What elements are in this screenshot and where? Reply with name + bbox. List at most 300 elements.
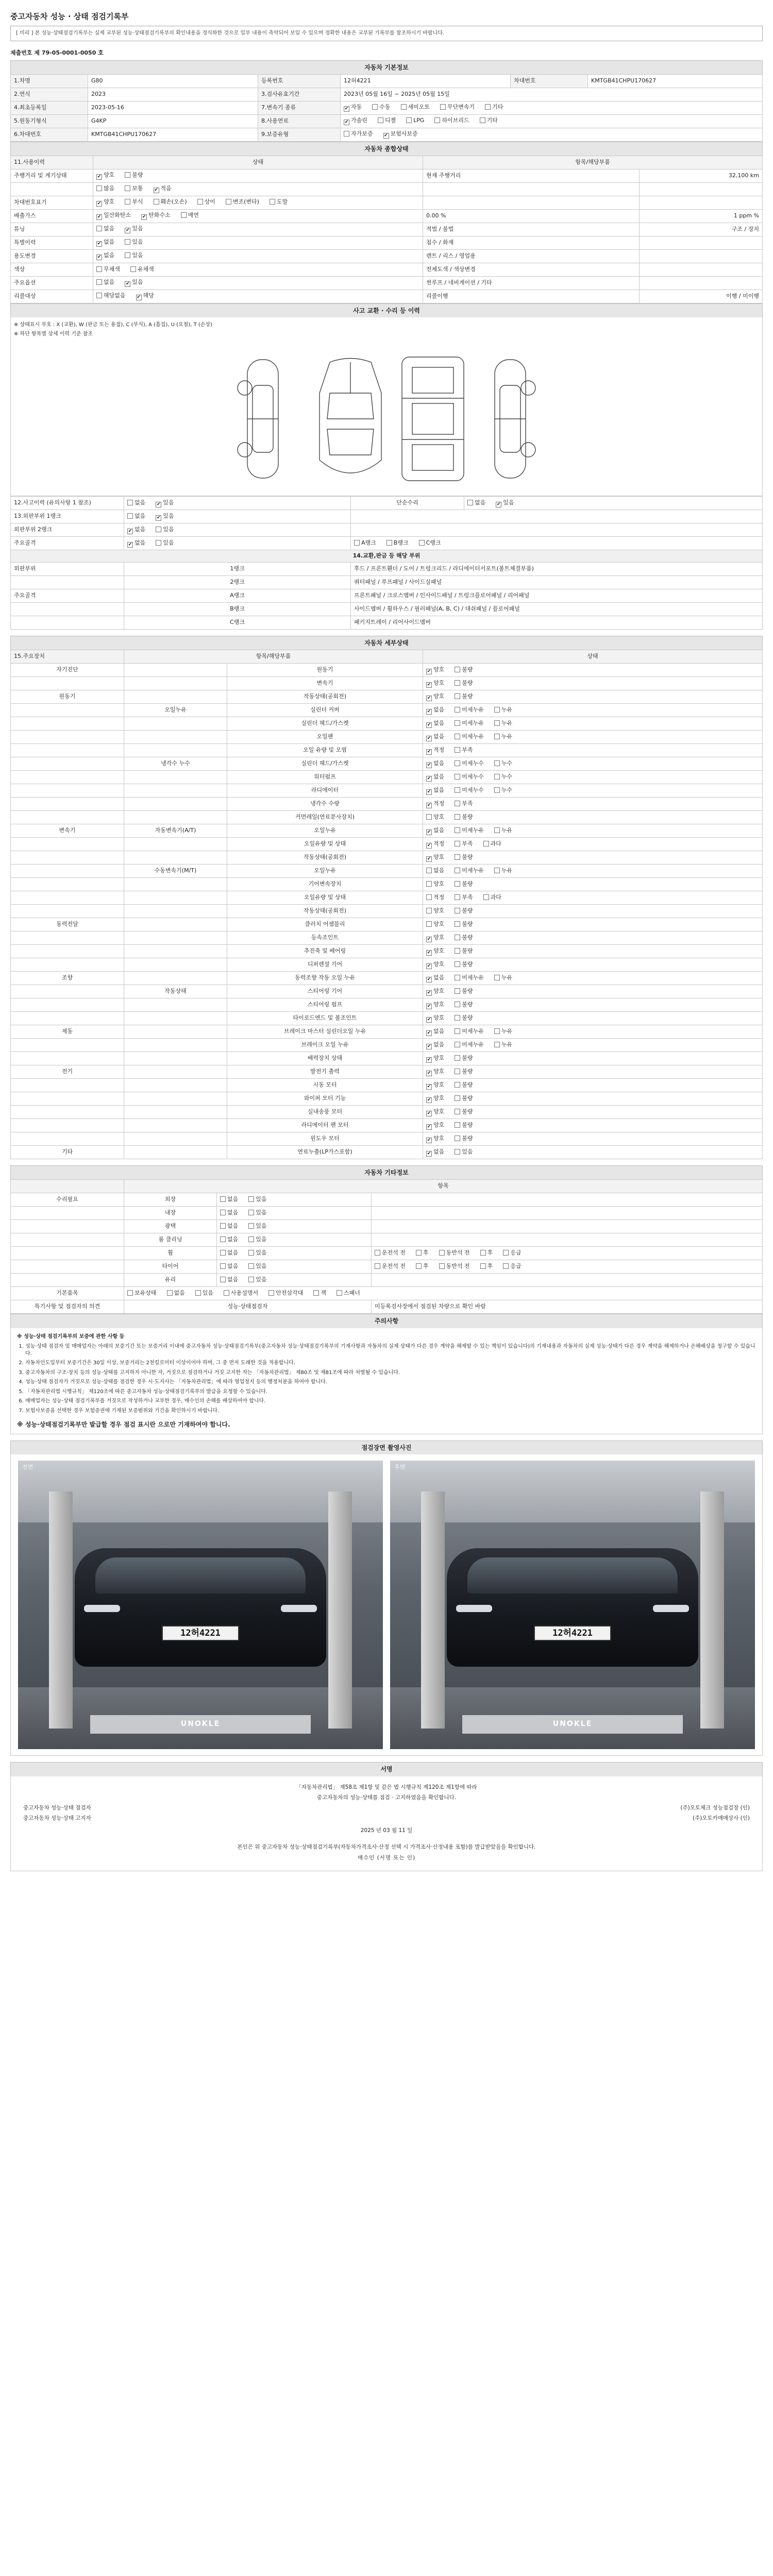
checkbox-option xyxy=(451,921,473,928)
detail-subgroup xyxy=(124,958,227,972)
checkbox-icon xyxy=(220,1250,226,1256)
detail-subgroup xyxy=(124,811,227,824)
detail-status xyxy=(423,891,763,905)
detail-subgroup: 작동상태 xyxy=(124,985,227,998)
checkbox-option xyxy=(451,720,484,727)
checkbox-icon xyxy=(494,774,500,779)
checkbox-label: 양호 xyxy=(433,1108,445,1115)
detail-group xyxy=(11,931,124,945)
other-group xyxy=(11,1207,124,1220)
checkbox-label: 상이 xyxy=(204,198,215,206)
warranty-options xyxy=(341,128,763,141)
checkbox-label: 양호 xyxy=(433,692,445,700)
checkbox-option xyxy=(96,252,114,260)
row-value xyxy=(640,263,763,276)
checkbox-icon xyxy=(130,266,136,272)
other-options xyxy=(217,1260,372,1274)
checkbox-option xyxy=(426,693,444,701)
checkbox-option xyxy=(150,198,187,206)
other-group xyxy=(11,1260,124,1274)
label: 등록번호 xyxy=(258,74,341,88)
checkbox-icon xyxy=(125,172,130,178)
detail-row xyxy=(11,798,763,811)
detail-item: 변속기 xyxy=(227,677,423,690)
checkbox-option xyxy=(451,947,473,955)
checkbox-option xyxy=(426,680,444,688)
checkbox-option xyxy=(426,814,444,821)
empty-cell xyxy=(351,523,763,537)
parts-items: 사이드멤버 / 휠하우스 / 필러패널(A, B, C) / 대쉬패널 / 플로어패널 xyxy=(351,603,763,616)
checkbox-icon xyxy=(125,199,130,205)
checkbox-option xyxy=(266,198,288,206)
checkbox-icon xyxy=(455,1136,460,1141)
detail-subgroup xyxy=(124,731,227,744)
checkbox-label: 있음 xyxy=(256,1236,267,1243)
detail-item: 실린더 헤드/가스켓 xyxy=(227,757,423,771)
caution-item: 4. 성능·상태 점검자가 거짓으로 성능·상태를 점검한 경우 시·도지사는 「자동차관리법」에 따라 영업정지 등의 행정처분을 하여야 합니다. xyxy=(25,1379,756,1386)
checkbox-option xyxy=(426,827,444,835)
parts-group: 주요골격 xyxy=(11,589,124,603)
checkbox-label: 양호 xyxy=(433,853,445,860)
checkbox-label: 없음 xyxy=(433,706,445,713)
checkbox-option xyxy=(150,185,172,193)
checkbox-icon xyxy=(248,1223,254,1229)
row-note: 전체도색 / 색상변경 xyxy=(423,263,640,276)
checkbox-option xyxy=(426,1014,444,1023)
detail-status xyxy=(423,757,763,771)
checkbox-label: 미세누유 xyxy=(462,719,484,726)
checkbox-label: 양호 xyxy=(433,1134,445,1142)
checkbox-label: 보유상태 xyxy=(135,1290,157,1297)
checkbox-option xyxy=(467,499,485,507)
checkbox-icon xyxy=(455,975,460,980)
detail-status xyxy=(423,690,763,704)
parts-items: 패키지트레이 / 리어사이드멤버 xyxy=(351,616,763,630)
caution-head: ※ 성능·상태 점검기록부의 보증에 관한 사항 등 xyxy=(17,1333,125,1340)
checkbox-icon xyxy=(455,787,460,793)
header-cell xyxy=(11,1180,124,1193)
checkbox-icon xyxy=(455,1082,460,1088)
checkbox-icon xyxy=(96,241,102,247)
checkbox-label: 불량 xyxy=(462,853,473,860)
checkbox-label: 불량 xyxy=(462,880,473,888)
checkbox-label: 무단변속기 xyxy=(447,104,475,111)
checkbox-label: 불량 xyxy=(462,1108,473,1115)
detail-status xyxy=(423,744,763,757)
row-note: 현재 주행거리 xyxy=(423,169,640,182)
detail-subgroup xyxy=(124,1012,227,1025)
checkbox-icon xyxy=(426,1071,432,1076)
value: 2023-05-16 xyxy=(88,101,258,114)
photo-caption: 후면 xyxy=(394,1464,406,1471)
detail-group xyxy=(11,958,124,972)
checkbox-label: 누유 xyxy=(501,867,513,874)
checkbox-option xyxy=(344,104,362,112)
checkbox-icon xyxy=(125,239,130,245)
checkbox-label: 변조(변타) xyxy=(232,198,259,206)
overall-row xyxy=(11,263,763,276)
checkbox-option xyxy=(265,1290,303,1297)
row-value: 1 ppm % xyxy=(640,209,763,223)
other-group: 수리필요 xyxy=(11,1193,124,1207)
detail-subgroup xyxy=(124,972,227,985)
caution-item: 3. 중고자동차의 구조·장치 등의 성능·상태를 고지하지 아니한 자, 거짓으로 점검하거나 거짓 고지한 자는 「자동차관리법」 제80조 및 제81조에 따라 처벌될 수 있습니다. xyxy=(25,1369,756,1377)
photo-caption: 전면 xyxy=(22,1464,33,1471)
detail-subgroup xyxy=(124,717,227,731)
checkbox-icon xyxy=(426,1084,432,1090)
section-caution-title: 주의사항 xyxy=(10,1314,763,1328)
value: 2023년 05월 16일 ~ 2025년 05월 15일 xyxy=(341,88,763,101)
checkbox-label: 불량 xyxy=(462,960,473,968)
row-options xyxy=(124,497,351,510)
checkbox-icon xyxy=(220,1210,226,1215)
checkbox-label: 누유 xyxy=(501,1041,513,1048)
checkbox-option xyxy=(491,733,512,741)
checkbox-icon xyxy=(494,787,500,793)
section-accident-title: 사고 교환 · 수리 등 이력 xyxy=(10,303,763,317)
detail-status xyxy=(423,704,763,717)
checkbox-label: 가솔린 xyxy=(351,117,367,124)
parts-title: 14.교환,판금 등 해당 부위 xyxy=(10,550,763,562)
other-row xyxy=(11,1233,763,1247)
checkbox-icon xyxy=(96,279,102,285)
checkbox-label: A랭크 xyxy=(361,539,376,547)
checkbox-option xyxy=(426,1148,444,1157)
checkbox-label: 후 xyxy=(487,1263,493,1270)
checkbox-option xyxy=(122,239,143,246)
detail-item: 윈도우 모터 xyxy=(227,1132,423,1146)
checkbox-label: 훼손(오손) xyxy=(160,198,187,206)
checkbox-label: 없음 xyxy=(135,499,146,506)
detail-subgroup xyxy=(124,784,227,798)
checkbox-label: 양호 xyxy=(433,1094,445,1101)
checkbox-option xyxy=(344,130,373,138)
detail-row xyxy=(11,958,763,972)
detail-group xyxy=(11,1092,124,1106)
checkbox-option xyxy=(451,1108,473,1116)
checkbox-option xyxy=(451,1001,473,1009)
parts-rank: C랭크 xyxy=(124,616,351,630)
fuel-options xyxy=(341,114,763,128)
checkbox-option xyxy=(451,961,473,969)
checkbox-label: 없음 xyxy=(433,733,445,740)
checkbox-icon xyxy=(270,199,275,205)
checkbox-option xyxy=(426,1108,444,1116)
checkbox-icon xyxy=(96,214,102,220)
detail-subgroup xyxy=(124,1025,227,1039)
checkbox-option xyxy=(451,840,473,848)
detail-group xyxy=(11,851,124,865)
checkbox-label: 미세누유 xyxy=(462,1041,484,1048)
checkbox-option xyxy=(413,1249,429,1257)
checkbox-option xyxy=(436,1263,470,1270)
other-options xyxy=(217,1207,372,1220)
checkbox-label: 불량 xyxy=(462,907,473,914)
checkbox-label: 적음 xyxy=(160,185,172,192)
detail-subgroup xyxy=(124,1065,227,1079)
checkbox-label: 누수 xyxy=(501,773,513,780)
checkbox-option xyxy=(480,894,501,902)
checkbox-option xyxy=(451,1041,484,1049)
row-label: 주요옵션 xyxy=(11,276,93,290)
checkbox-label: 양호 xyxy=(433,1001,445,1008)
checkbox-option xyxy=(122,185,143,193)
detail-status xyxy=(423,851,763,865)
checkbox-label: C랭크 xyxy=(426,539,441,547)
section-other-title: 자동차 기타정보 xyxy=(10,1165,763,1179)
checkbox-label: 불량 xyxy=(462,1134,473,1142)
special-label: 특기사항 및 점검자의 의견 xyxy=(11,1300,124,1314)
row-label: 13.외판부위 1랭크 xyxy=(11,510,124,523)
parts-table xyxy=(10,562,763,630)
detail-item: 워터펌프 xyxy=(227,771,423,784)
other-item: 유리 xyxy=(124,1274,217,1287)
checkbox-label: 불량 xyxy=(462,1081,473,1088)
other-table xyxy=(10,1179,763,1314)
detail-item: 실내송풍 모터 xyxy=(227,1106,423,1119)
detail-subgroup: 수동변속기(M/T) xyxy=(124,865,227,878)
checkbox-option xyxy=(491,773,512,781)
other-ext xyxy=(372,1260,763,1274)
checkbox-label: 없음 xyxy=(433,1148,445,1155)
checkbox-label: 동반석 전 xyxy=(446,1263,470,1270)
checkbox-icon xyxy=(455,774,460,779)
checkbox-option xyxy=(127,539,145,548)
checkbox-option xyxy=(451,867,484,875)
detail-row xyxy=(11,811,763,824)
checkbox-option xyxy=(491,1028,512,1036)
checkbox-option xyxy=(310,1290,326,1297)
checkbox-icon xyxy=(455,841,460,846)
checkbox-label: 해당없음 xyxy=(104,292,126,299)
detail-item: 스티어링 기어 xyxy=(227,985,423,998)
row-options xyxy=(93,276,423,290)
detail-status xyxy=(423,824,763,838)
inspector-role: 중고자동차 성능·상태 점검자 xyxy=(23,1804,91,1811)
checkbox-icon xyxy=(426,1057,432,1063)
other-item: 타이어 xyxy=(124,1260,217,1274)
checkbox-label: 없음 xyxy=(227,1223,239,1230)
checkbox-icon xyxy=(439,1263,445,1269)
detail-subgroup xyxy=(124,1119,227,1132)
detail-item: 연료누출(LP가스포함) xyxy=(227,1146,423,1159)
checkbox-option xyxy=(344,117,367,125)
checkbox-icon xyxy=(125,228,130,233)
detail-row xyxy=(11,664,763,677)
checkbox-icon xyxy=(426,696,432,701)
parts-group xyxy=(11,576,124,589)
detail-status xyxy=(423,945,763,958)
detail-group xyxy=(11,945,124,958)
detail-item: 원동기 xyxy=(227,664,423,677)
detail-group xyxy=(11,677,124,690)
label: 8.사용연료 xyxy=(258,114,341,128)
checkbox-icon xyxy=(96,255,102,260)
checkbox-label: 탄화수소 xyxy=(148,212,171,219)
caution-box xyxy=(10,1328,763,1435)
checkbox-option xyxy=(451,988,473,995)
checkbox-option xyxy=(451,1122,473,1129)
checkbox-option xyxy=(491,760,512,768)
label: 차대번호 xyxy=(511,74,588,88)
checkbox-icon xyxy=(248,1277,254,1282)
detail-row xyxy=(11,905,763,918)
checkbox-icon xyxy=(426,894,432,900)
checkbox-label: 미세누수 xyxy=(462,759,484,767)
detail-item: 오일유량 및 상태 xyxy=(227,891,423,905)
accident-row xyxy=(11,497,763,510)
checkbox-label: 응급 xyxy=(510,1263,522,1270)
checkbox-label: 누유 xyxy=(501,1027,513,1035)
checkbox-icon xyxy=(455,707,460,713)
checkbox-label: 양호 xyxy=(433,921,445,928)
detail-subgroup xyxy=(124,998,227,1012)
diagram-legend-sub: ※ 하단 항목별 상세 이력 기준 참조 xyxy=(10,330,763,342)
checkbox-option xyxy=(426,1055,444,1063)
row-options xyxy=(93,263,423,276)
detail-item: 브레이크 마스터 실린더오일 누유 xyxy=(227,1025,423,1039)
checkbox-label: 없음 xyxy=(227,1249,239,1257)
checkbox-icon xyxy=(248,1236,254,1242)
value: 12허4221 xyxy=(341,74,511,88)
checkbox-icon xyxy=(224,1290,229,1296)
checkbox-icon xyxy=(494,707,500,713)
detail-item: 기어변속장치 xyxy=(227,878,423,891)
car-outline-diagram xyxy=(227,349,546,488)
checkbox-icon xyxy=(503,1263,509,1269)
checkbox-icon xyxy=(483,841,489,846)
checkbox-label: 많음 xyxy=(104,185,115,192)
label: 7.변속기 종류 xyxy=(258,101,341,114)
checkbox-option xyxy=(426,706,444,715)
parts-group xyxy=(11,603,124,616)
checkbox-icon xyxy=(480,1250,486,1256)
checkbox-option xyxy=(96,239,114,247)
checkbox-icon xyxy=(494,868,500,873)
detail-row xyxy=(11,918,763,931)
checkbox-option xyxy=(122,172,143,179)
detail-group xyxy=(11,1132,124,1146)
other-row xyxy=(11,1274,763,1287)
checkbox-option xyxy=(122,225,143,233)
detail-row xyxy=(11,945,763,958)
checkbox-icon xyxy=(154,188,159,193)
checkbox-label: 있음 xyxy=(163,512,174,519)
detail-group xyxy=(11,1119,124,1132)
checkbox-label: 누유 xyxy=(501,706,513,713)
checkbox-label: 양호 xyxy=(104,172,115,179)
detail-row xyxy=(11,1132,763,1146)
checkbox-icon xyxy=(426,990,432,996)
checkbox-label: 무채색 xyxy=(104,266,120,273)
detail-item: 커먼레일(연료분사장치) xyxy=(227,811,423,824)
doc-no-label: 제출번호 제 xyxy=(10,49,40,56)
checkbox-label: 양호 xyxy=(433,814,445,821)
other-item: 내장 xyxy=(124,1207,217,1220)
checkbox-option xyxy=(451,1095,473,1103)
checkbox-icon xyxy=(426,709,432,715)
checkbox-option xyxy=(96,292,126,300)
checkbox-option xyxy=(220,1223,238,1230)
detail-group xyxy=(11,865,124,878)
checkbox-label: 양호 xyxy=(433,947,445,954)
checkbox-option xyxy=(491,1041,512,1049)
detail-row xyxy=(11,1092,763,1106)
row-label: 리콜대상 xyxy=(11,290,93,303)
detail-table xyxy=(10,650,763,1159)
checkbox-icon xyxy=(344,120,349,125)
checkbox-icon xyxy=(455,1028,460,1034)
checkbox-label: 불량 xyxy=(462,1014,473,1021)
label: 5.원동기형식 xyxy=(11,114,88,128)
row-label: 튜닝 xyxy=(11,223,93,236)
row-note: 썬루프 / 네비게이션 / 기타 xyxy=(423,276,640,290)
detail-subgroup xyxy=(124,878,227,891)
document-title: 중고자동차 성능 · 상태 점검기록부 xyxy=(10,12,129,21)
detail-status xyxy=(423,998,763,1012)
row-note: 렌트 / 리스 / 영업용 xyxy=(423,249,640,263)
detail-row xyxy=(11,824,763,838)
checkbox-icon xyxy=(503,1250,509,1256)
detail-row xyxy=(11,1025,763,1039)
detail-row xyxy=(11,690,763,704)
checkbox-option xyxy=(220,1236,238,1244)
car-image xyxy=(447,1548,698,1667)
header-cell: 항목/해당부품 xyxy=(423,156,763,169)
checkbox-icon xyxy=(455,935,460,940)
checkbox-option xyxy=(413,1263,429,1270)
detail-item: 오일누유 xyxy=(227,865,423,878)
checkbox-label: 잭 xyxy=(321,1290,326,1297)
checkbox-option xyxy=(436,1249,470,1257)
notice-box: [ 미리 ] 본 성능·상태점검기록부는 실제 교부된 성능·상태점검기록부의 확인내용을 정식화한 것으로 일부 내용이 축약되어 보일 수 있으며 정확한 내용은 교부된 기록부를 참조하시기 바랍니다. xyxy=(10,26,763,41)
row-options xyxy=(93,169,423,182)
detail-row xyxy=(11,744,763,757)
checkbox-option xyxy=(493,499,514,507)
checkbox-icon xyxy=(455,1149,460,1155)
checkbox-option xyxy=(451,974,484,982)
checkbox-icon xyxy=(96,201,102,207)
checkbox-option xyxy=(451,814,473,821)
row-options xyxy=(93,182,423,196)
checkbox-option xyxy=(451,1055,473,1062)
detail-subgroup xyxy=(124,744,227,757)
parts-items: 후드 / 프론트휀더 / 도어 / 트렁크리드 / 라디에이터서포트(볼트체결부품) xyxy=(351,563,763,576)
checkbox-icon xyxy=(439,1250,445,1256)
checkbox-label: 있음 xyxy=(462,1148,473,1155)
checkbox-icon xyxy=(127,542,133,548)
checkbox-icon xyxy=(125,252,130,258)
detail-status xyxy=(423,771,763,784)
other-options xyxy=(217,1193,372,1207)
detail-group xyxy=(11,1052,124,1065)
checkbox-icon xyxy=(426,803,432,808)
overall-row xyxy=(11,290,763,303)
detail-group xyxy=(11,784,124,798)
checkbox-icon xyxy=(419,540,425,546)
detail-item: 추진축 및 베어링 xyxy=(227,945,423,958)
detail-status xyxy=(423,918,763,931)
checkbox-label: 동반석 전 xyxy=(446,1249,470,1257)
checkbox-label: 미세누유 xyxy=(462,867,484,874)
detail-group: 제동 xyxy=(11,1025,124,1039)
checkbox-label: 보통 xyxy=(132,185,143,192)
checkbox-icon xyxy=(455,801,460,806)
checkbox-icon xyxy=(426,963,432,969)
detail-row xyxy=(11,851,763,865)
empty-cell xyxy=(372,1207,763,1220)
other-group xyxy=(11,1247,124,1260)
